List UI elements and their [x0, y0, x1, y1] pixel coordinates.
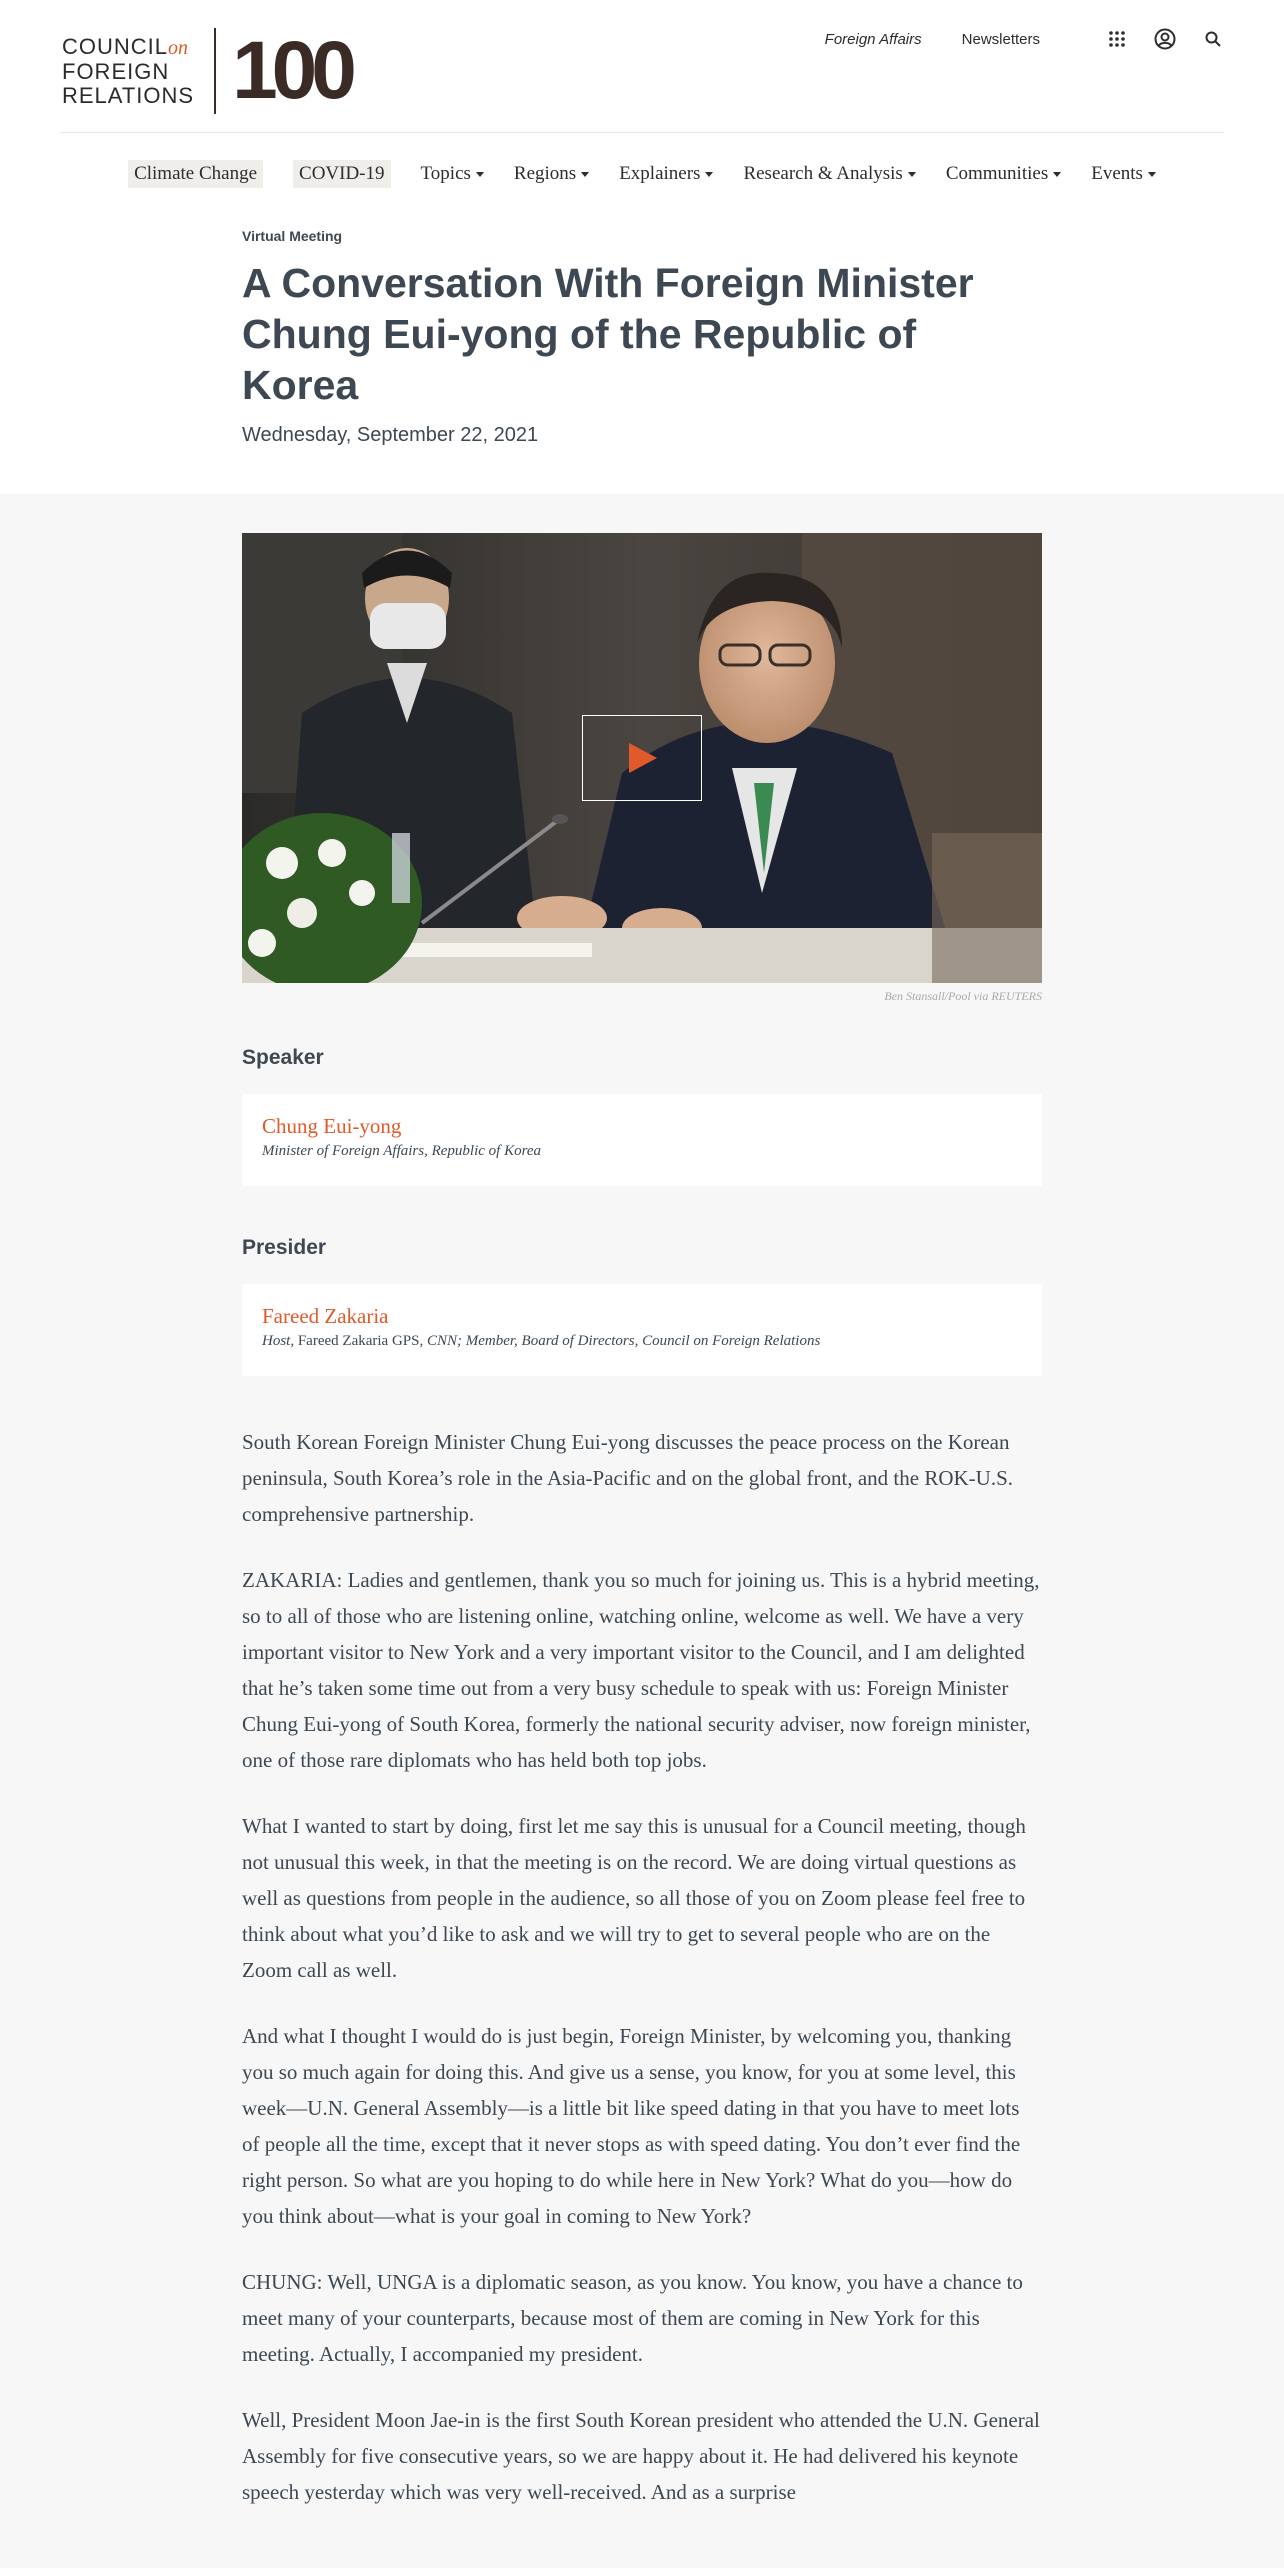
- account-icon[interactable]: [1154, 28, 1176, 50]
- nav-item-topics[interactable]: Topics: [421, 163, 484, 185]
- newsletters-link[interactable]: Newsletters: [961, 30, 1040, 48]
- presider-role: Host, Fareed Zakaria GPS, CNN; Member, Board of Directors, Council on Foreign Relations: [262, 1333, 821, 1349]
- transcript-paragraph: And what I thought I would do is just begin, Foreign Minister, by welcoming you, thanking you so much again for doing this. And give us a sense, you know, for you at some level, this week—U.N. General Assembly—is a little bit like speed dating in that you have to meet lots of people all the time, except that it never stops as with speed dating. You don’t ever find the right person. So what are you hoping to do while here in New York? What do you—how do you think about—what is your goal in coming to New York?: [242, 2024, 1021, 2228]
- nav-item-communities[interactable]: Communities: [946, 163, 1061, 185]
- apps-grid-icon[interactable]: [1106, 28, 1128, 50]
- presider-heading: Presider: [242, 1236, 327, 1259]
- play-button[interactable]: [582, 715, 702, 801]
- transcript-paragraph: What I wanted to start by doing, first let me say this is unusual for a Council meeting, though not unusual this week, in that the meeting is on the record. We are doing virtual questions as well as questions from people in the audience, so all those of you on Zoom please feel free to think about what you’d like to ask and we will try to get to several people who are on the Zoom call as well.: [242, 1814, 1026, 1982]
- play-icon: [625, 741, 659, 775]
- nav-item-research-analysis[interactable]: Research & Analysis: [743, 163, 915, 185]
- top-section: [0, 0, 1284, 494]
- video-player[interactable]: [242, 533, 1042, 983]
- foreign-affairs-link[interactable]: Foreign Affairs: [824, 30, 922, 48]
- logo-divider: [214, 28, 216, 114]
- event-type: Virtual Meeting: [242, 228, 343, 244]
- caret-down-icon: [1053, 172, 1061, 177]
- transcript-paragraph: Well, President Moon Jae-in is the first South Korean president who attended the U.N. General Assembly for five consecutive years, so we are happy about it. He had delivered his keynote speech yesterday which was very well-received. And as a surprise: [242, 2408, 1040, 2504]
- search-icon[interactable]: [1202, 28, 1224, 50]
- summary-paragraph: South Korean Foreign Minister Chung Eui-yong discusses the peace process on the Korean peninsula, South Korea’s role in the Asia-Pacific and on the global front, and the ROK-U.S. comprehensive partnership.: [242, 1430, 1014, 1526]
- presider-card: [242, 1284, 1042, 1376]
- logo-wordmark: COUNCILon FOREIGN RELATIONS: [62, 33, 195, 108]
- page-title: A Conversation With Foreign Minister Chung Eui-yong of the Republic of Korea: [242, 260, 974, 408]
- caret-down-icon: [1148, 172, 1156, 177]
- image-credit: Ben Stansall/Pool via REUTERS: [884, 989, 1042, 1003]
- caret-down-icon: [705, 172, 713, 177]
- site-header: [60, 0, 1224, 133]
- transcript-paragraph: CHUNG: Well, UNGA is a diplomatic season, as you know. You know, you have a chance to meet many of your counterparts, because most of them are coming in New York for this meeting. Actually, I accompanied my president.: [242, 2270, 1023, 2366]
- speaker-name-link[interactable]: Chung Eui-yong: [262, 1114, 402, 1138]
- speaker-heading: Speaker: [242, 1046, 324, 1069]
- nav-item-climate-change[interactable]: Climate Change: [128, 160, 263, 188]
- speaker-role: Minister of Foreign Affairs, Republic of Korea: [262, 1143, 542, 1159]
- header-utility-links: [825, 28, 1224, 50]
- caret-down-icon: [581, 172, 589, 177]
- caret-down-icon: [476, 172, 484, 177]
- nav-item-explainers[interactable]: Explainers: [619, 163, 713, 185]
- speaker-card: [242, 1094, 1042, 1186]
- event-date: Wednesday, September 22, 2021: [242, 424, 539, 446]
- transcript: [242, 1424, 1042, 2540]
- main-nav: [0, 160, 1284, 188]
- transcript-paragraph: ZAKARIA: Ladies and gentlemen, thank you so much for joining us. This is a hybrid meeting, so to all of those who are listening online, watching online, welcome as well. We have a very important visitor to New York and a very important visitor to the Council, and I am delighted that he’s taken some time out from a very busy schedule to speak with us: Foreign Minister Chung Eui-yong of South Korea, formerly the national security adviser, now foreign minister, one of those rare diplomats who has held both top jobs.: [242, 1568, 1040, 1772]
- logo-centennial: 100: [232, 25, 351, 116]
- nav-item-covid-19[interactable]: COVID-19: [293, 160, 391, 188]
- caret-down-icon: [908, 172, 916, 177]
- cfr-logo[interactable]: [62, 25, 351, 116]
- presider-name-link[interactable]: Fareed Zakaria: [262, 1304, 389, 1328]
- nav-item-regions[interactable]: Regions: [514, 163, 589, 185]
- nav-item-events[interactable]: Events: [1091, 163, 1156, 185]
